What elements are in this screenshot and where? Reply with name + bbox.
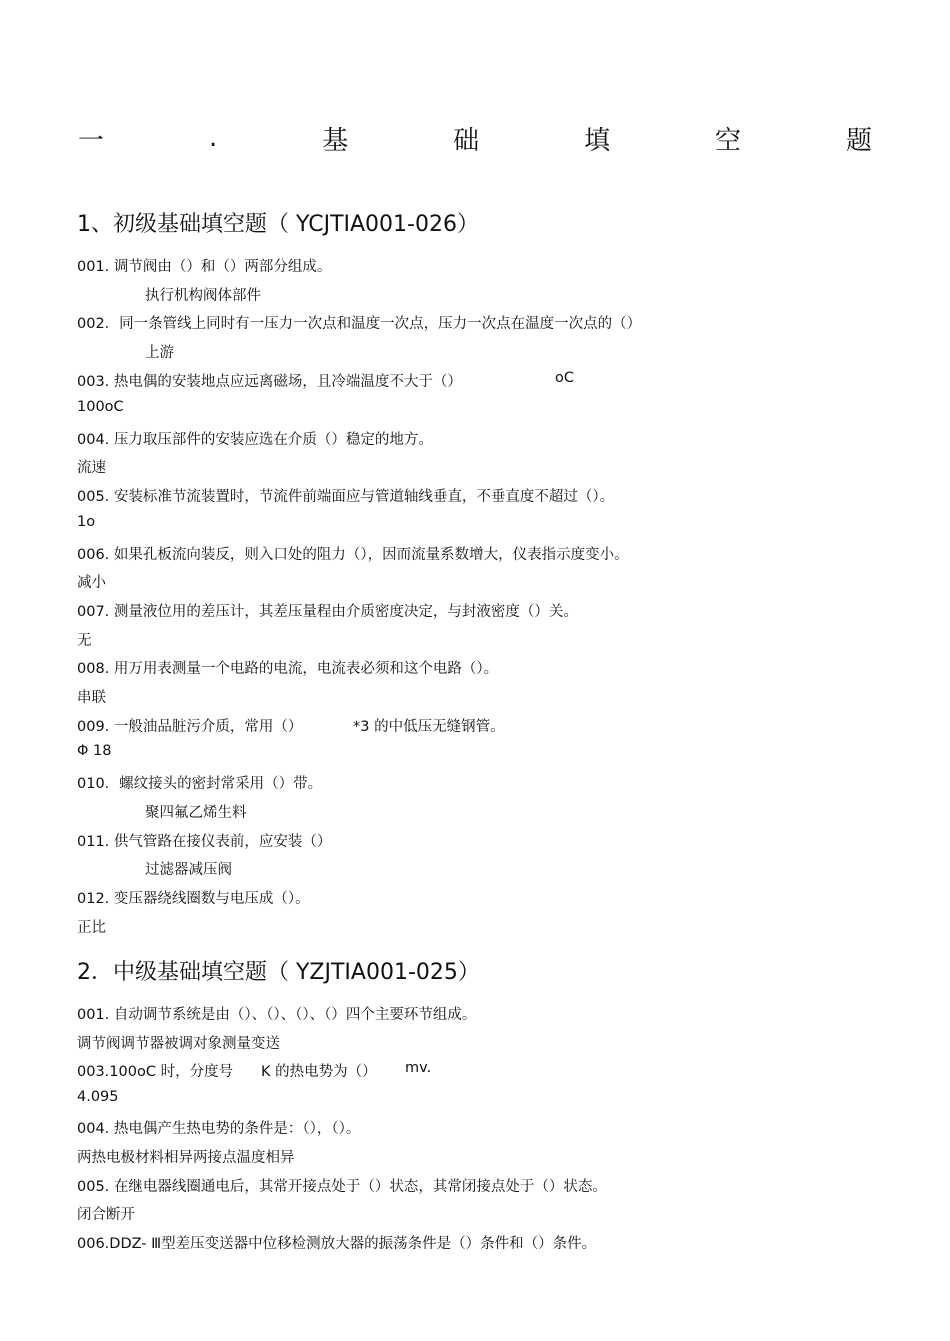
question-line: 004. 压力取压部件的安装应选在介质（）稳定的地方。 — [77, 432, 433, 448]
question-line: 006.DDZ- Ⅲ型差压变送器中位移检测放大器的振荡条件是（）条件和（）条件。 — [77, 1236, 597, 1252]
question-line: 012. 变压器绕线圈数与电压成（）。 — [77, 891, 310, 907]
question-line: 010．螺纹接头的密封常采用（）带。 — [77, 776, 323, 792]
question-line: 007. 测量液位用的差压计，其差压量程由介质密度决定，与封液密度（）关。 — [77, 604, 578, 620]
question-line: 003.100oC 时，分度号 — [77, 1064, 234, 1080]
answer-line: 流速 — [77, 460, 106, 476]
answer-line: 串联 — [77, 690, 106, 706]
title-char: 空 — [715, 125, 742, 156]
answer-line: 上游 — [145, 345, 174, 361]
answer-line: Φ 18 — [77, 743, 112, 759]
title-char: 基 — [322, 125, 349, 156]
main-title — [78, 120, 872, 156]
question-line: 009. 一般油品脏污介质，常用（） — [77, 719, 303, 735]
title-char: 一 — [78, 125, 105, 156]
title-char: . — [208, 123, 218, 153]
section2-heading: 2．中级基础填空题（ YZJTIA001-025） — [77, 960, 480, 985]
question-continuation: *3 的中低压无缝钢管。 — [353, 719, 505, 735]
question-line: 005. 在继电器线圈通电后，其常开接点处于（）状态，其常闭接点处于（）状态。 — [77, 1179, 607, 1195]
unit-text: oC — [555, 370, 574, 386]
question-line: 001. 自动调节系统是由（）、（）、（）、（）四个主要环节组成。 — [77, 1007, 477, 1023]
question-line: 004. 热电偶产生热电势的条件是：（），（）。 — [77, 1121, 361, 1137]
answer-line: 100oC — [77, 399, 124, 415]
question-line: 003. 热电偶的安装地点应远离磁场，且冷端温度不大于（） — [77, 374, 462, 390]
answer-line: 两热电极材料相异两接点温度相异 — [77, 1150, 295, 1166]
answer-line: 闭合断开 — [77, 1207, 135, 1223]
section1-heading: 1、初级基础填空题（ YCJTIA001-026） — [77, 212, 479, 237]
title-char: 填 — [584, 125, 611, 156]
question-continuation: K 的热电势为（） — [261, 1064, 377, 1080]
answer-line: 过滤器减压阀 — [145, 862, 232, 878]
answer-line: 聚四氟乙烯生料 — [145, 805, 247, 821]
answer-line: 正比 — [77, 920, 106, 936]
answer-line: 无 — [77, 633, 92, 649]
unit-text: mv. — [405, 1060, 432, 1076]
question-line: 008. 用万用表测量一个电路的电流，电流表必须和这个电路（）。 — [77, 661, 499, 677]
question-line: 001. 调节阀由（）和（）两部分组成。 — [77, 259, 332, 275]
answer-line: 执行机构阀体部件 — [145, 288, 261, 304]
title-char: 础 — [453, 125, 480, 156]
answer-line: 1o — [77, 514, 96, 530]
answer-line: 4.095 — [77, 1089, 119, 1105]
question-line: 002．同一条管线上同时有一压力一次点和温度一次点，压力一次点在温度一次点的（） — [77, 316, 642, 332]
title-char: 题 — [845, 125, 872, 156]
question-line: 006. 如果孔板流向装反，则入口处的阻力（），因而流量系数增大，仪表指示度变小。 — [77, 547, 629, 563]
question-line: 011. 供气管路在接仪表前，应安装（） — [77, 834, 332, 850]
answer-line: 减小 — [77, 575, 106, 591]
answer-line: 调节阀调节器被调对象测量变送 — [77, 1036, 280, 1052]
question-line: 005. 安装标准节流装置时，节流件前端面应与管道轴线垂直，不垂直度不超过（）。 — [77, 489, 615, 505]
